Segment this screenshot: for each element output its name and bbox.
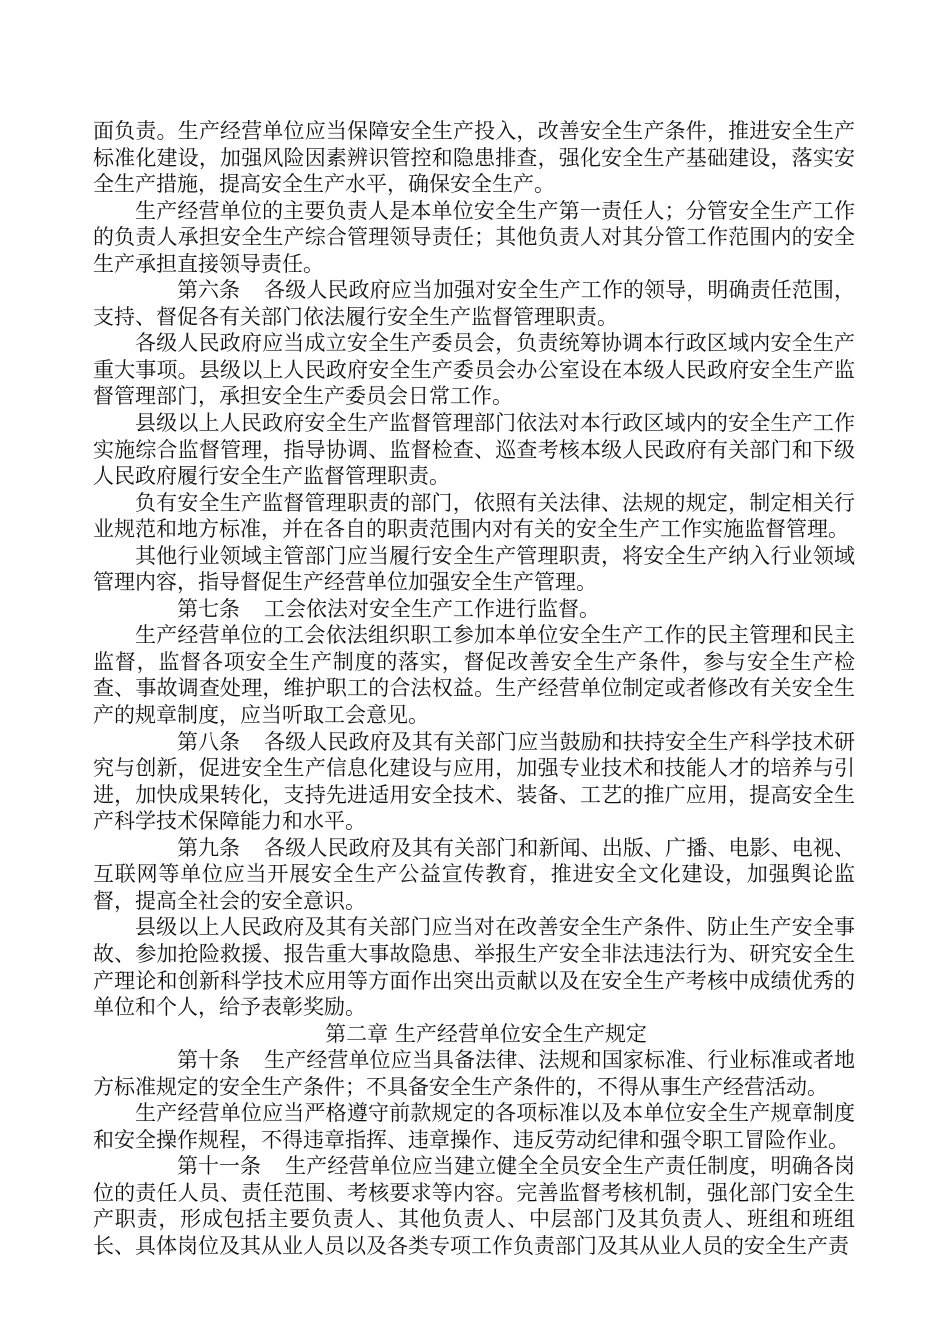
article-11 xyxy=(93,1153,855,1259)
article-number: 第六条 xyxy=(177,278,240,303)
article-6 xyxy=(93,277,855,330)
paragraph: 生产经营单位的主要负责人是本单位安全生产第一责任人；分管安全生产工作的负责人承担安全生产综合管理领导责任；其他负责人对其分管工作范围内的安全生产承担直接领导责任。 xyxy=(93,198,855,276)
paragraph: 县级以上人民政府安全生产监督管理部门依法对本行政区域内的安全生产工作实施综合监督管理，指导协调、监督检查、巡查考核本级人民政府有关部门和下级人民政府履行安全生产监督管理职责。 xyxy=(93,411,855,489)
article-number: 第十一条 xyxy=(177,1154,261,1179)
article-10 xyxy=(93,1047,855,1100)
article-text: 各级人民政府应当加强对安全生产工作的领导，明确责任范围，支持、督促各有关部门依法履行安全生产监督管理职责。 xyxy=(93,278,855,329)
article-text: 各级人民政府及其有关部门应当鼓励和扶持安全生产科学技术研究与创新，促进安全生产信息化建设与应用，加强专业技术和技能人才的培养与引进，加快成果转化，支持先进适用安全技术、装备、工艺的推广应用，提高安全生产科学技术保障能力和水平。 xyxy=(93,729,855,834)
paragraph: 生产经营单位的工会依法组织职工参加本单位安全生产工作的民主管理和民主监督，监督各项安全生产制度的落实，督促改善安全生产条件，参与安全生产检查、事故调查处理，维护职工的合法权益。生产经营单位制定或者修改有关安全生产的规章制度，应当听取工会意见。 xyxy=(93,623,855,728)
article-text: 生产经营单位应当具备法律、法规和国家标准、行业标准或者地方标准规定的安全生产条件；不具备安全生产条件的，不得从事生产经营活动。 xyxy=(93,1048,855,1099)
article-text: 工会依法对安全生产工作进行监督。 xyxy=(264,596,600,621)
article-number: 第七条 xyxy=(177,596,240,621)
chapter-heading: 第二章 生产经营单位安全生产规定 xyxy=(325,1021,647,1046)
article-text: 各级人民政府及其有关部门和新闻、出版、广播、电影、电视、互联网等单位应当开展安全生产公益宣传教育，推进安全文化建设，加强舆论监督，提高全社会的安全意识。 xyxy=(93,835,855,913)
article-text: 生产经营单位应当建立健全全员安全生产责任制度，明确各岗位的责任人员、责任范围、考核要求等内容。完善监督考核机制，强化部门安全生产职责，形成包括主要负责人、其他负责人、中层部门及其负责人、班组和班组长、具体岗位及其从业人员以及各类专项工作负责部门及其从业人员的安全生产责 xyxy=(93,1154,855,1258)
paragraph: 负有安全生产监督管理职责的部门，依照有关法律、法规的规定，制定相关行业规范和地方标准，并在各自的职责范围内对有关的安全生产工作实施监督管理。 xyxy=(93,490,855,542)
paragraph: 其他行业领域主管部门应当履行安全生产管理职责，将安全生产纳入行业领域管理内容，指导督促生产经营单位加强安全生产管理。 xyxy=(93,543,855,595)
paragraph: 各级人民政府应当成立安全生产委员会，负责统筹协调本行政区域内安全生产重大事项。县级以上人民政府安全生产委员会办公室设在本级人民政府安全生产监督管理部门，承担安全生产委员会日常工作。 xyxy=(93,331,855,409)
article-8 xyxy=(93,729,855,835)
article-7 xyxy=(93,596,855,623)
paragraph: 县级以上人民政府及其有关部门应当对在改善安全生产条件、防止生产安全事故、参加抢险救援、报告重大事故隐患、举报生产安全非法违法行为、研究安全生产理论和创新科学技术应用等方面作出突出贡献以及在安全生产考核中成绩优秀的单位和个人，给予表彰奖励。 xyxy=(93,915,855,1020)
paragraph: 生产经营单位应当严格遵守前款规定的各项标准以及本单位安全生产规章制度和安全操作规程，不得违章指挥、违章操作、违反劳动纪律和强令职工冒险作业。 xyxy=(93,1101,855,1152)
document-body xyxy=(93,118,855,1260)
paragraph-continuation: 面负责。生产经营单位应当保障安全生产投入，改善安全生产条件，推进安全生产标准化建设，加强风险因素辨识管控和隐患排查，强化安全生产基础建设，落实安全生产措施，提高安全生产水平，确保安全生产。 xyxy=(93,119,855,197)
article-number: 第八条 xyxy=(177,729,240,754)
article-9 xyxy=(93,835,855,915)
article-number: 第九条 xyxy=(177,835,240,860)
article-number: 第十条 xyxy=(177,1048,240,1073)
